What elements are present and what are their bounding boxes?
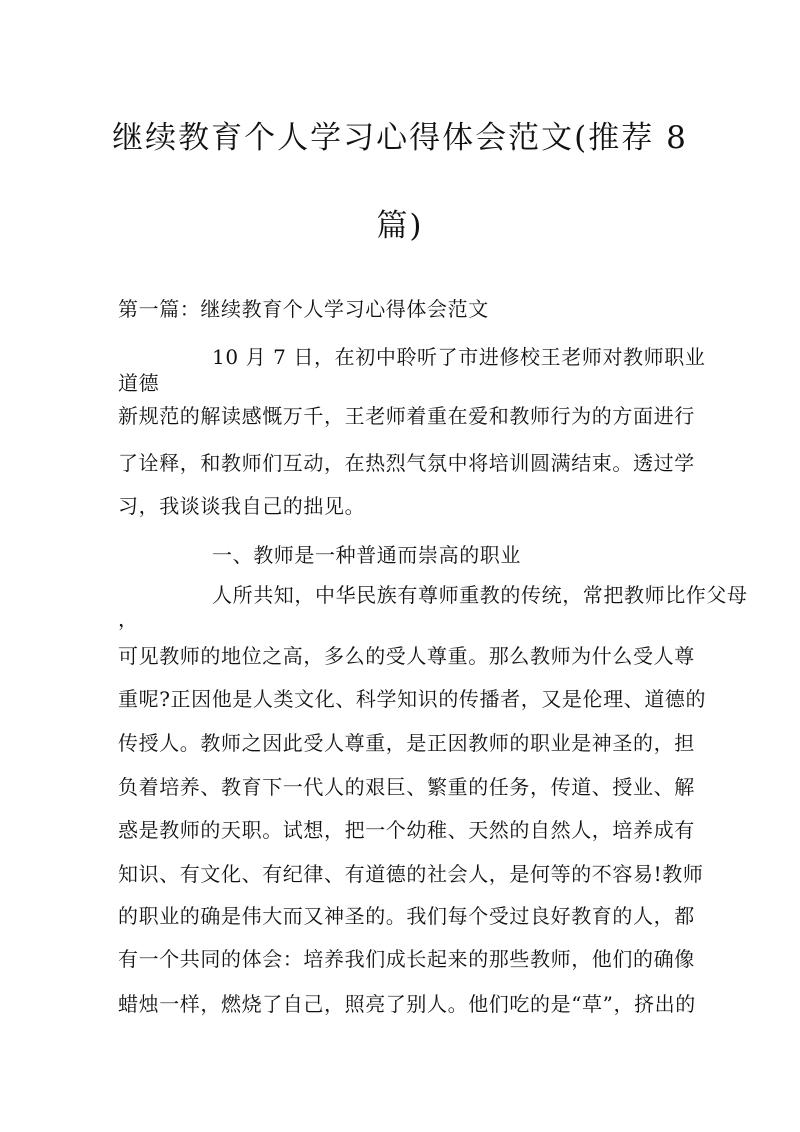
paragraph-line: 有一个共同的体会：培养我们成长起来的那些教师，他们的确像 [118, 947, 695, 971]
paragraph-line: 10 月 7 日，在初中聆听了市进修校王老师对教师职业 [212, 345, 706, 369]
paragraph-line: 重呢?正因他是人类文化、科学知识的传播者，又是伦理、道德的 [118, 687, 707, 711]
paragraph-line: 可见教师的地位之高，多么的受人尊重。那么教师为什么受人尊 [118, 644, 695, 668]
paragraph-line: 了诠释，和教师们互动，在热烈气氛中将培训圆满结束。透过学 [118, 451, 695, 475]
subheading: 一、教师是一种普通而崇高的职业 [212, 543, 521, 567]
paragraph-line: 传授人。教师之因此受人尊重，是正因教师的职业是神圣的，担 [118, 731, 695, 755]
document-title-line-1: 继续教育个人学习心得体会范文(推荐 8 [112, 120, 688, 156]
document-title-line-2: 篇) [376, 208, 424, 244]
paragraph-line: 负着培养、教育下一代人的艰巨、繁重的任务，传道、授业、解 [118, 775, 695, 799]
paragraph-line: 惑是教师的天职。试想，把一个幼稚、天然的自然人，培养成有 [118, 818, 695, 842]
paragraph-line: 的职业的确是伟大而又神圣的。我们每个受过良好教育的人，都 [118, 904, 695, 928]
paragraph-line: 习，我谈谈我自己的拙见。 [118, 494, 366, 518]
section-heading: 第一篇：继续教育个人学习心得体会范文 [118, 297, 489, 321]
paragraph-line: 新规范的解读感慨万千，王老师着重在爱和教师行为的方面进行 [118, 404, 695, 428]
paragraph-line: 人所共知，中华民族有尊师重教的传统，常把教师比作父母 [212, 583, 748, 607]
paragraph-line: 知识、有文化、有纪律、有道德的社会人，是何等的不容易!教师 [118, 862, 704, 886]
paragraph-line: 道德 [118, 371, 160, 395]
paragraph-line: 蜡烛一样，燃烧了自己，照亮了别人。他们吃的是“草”，挤出的 [118, 992, 696, 1016]
paragraph-line: ， [118, 607, 139, 631]
